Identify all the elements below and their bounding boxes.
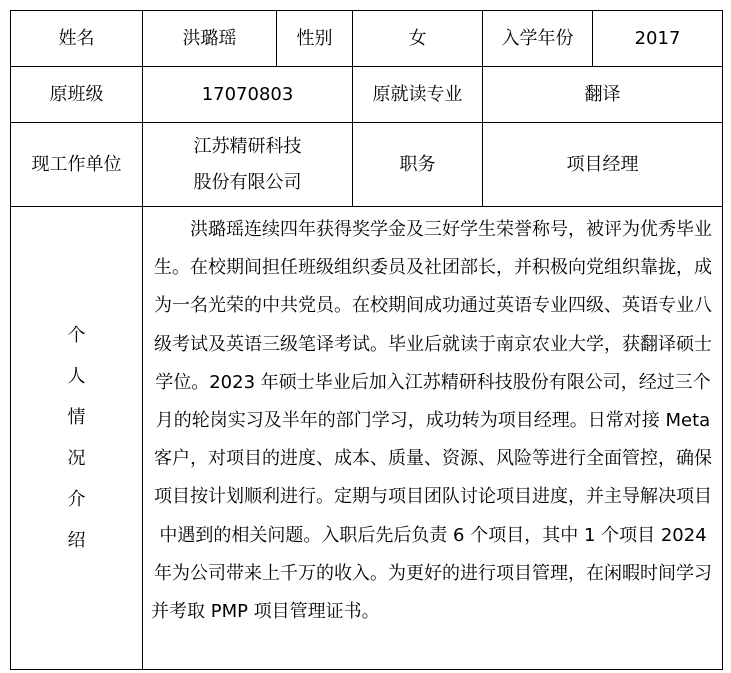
- name-label: 姓名: [11, 11, 143, 67]
- intro-label-char: 况: [67, 448, 86, 469]
- employer-line-2: 股份有限公司: [193, 171, 302, 193]
- major-value: 翻译: [483, 67, 723, 123]
- student-info-table: [10, 10, 723, 670]
- gender-value: 女: [353, 11, 483, 67]
- enroll-year-label: 入学年份: [483, 11, 593, 67]
- gender-label: 性别: [277, 11, 353, 67]
- employer-value: [143, 123, 353, 207]
- class-value: 17070803: [143, 67, 353, 123]
- intro-label-char: 个: [67, 325, 86, 346]
- enroll-year-value: 2017: [593, 11, 723, 67]
- intro-label-vertical: [11, 315, 142, 561]
- employer-label: 现工作单位: [11, 123, 143, 207]
- employer-line-1: 江苏精研科技: [193, 135, 302, 157]
- intro-label-char: 人: [67, 366, 86, 387]
- major-label: 原就读专业: [353, 67, 483, 123]
- table-row: [11, 67, 723, 123]
- intro-label: [11, 207, 143, 670]
- intro-label-char: 介: [67, 489, 86, 510]
- table-row: [11, 207, 723, 670]
- intro-text: 洪璐瑶连续四年获得奖学金及三好学生荣誉称号，被评为优秀毕业生。在校期间担任班级组织委员及社团部长，并积极向党组织靠拢，成为一名光荣的中共党员。在校期间成功通过英语专业四级、英语专业八级考试及英语三级笔译考试。毕业后就读于南京农业大学，获翻译硕士学位。2023 年硕士毕业后加入江苏精研科技股份有限公司，经过三个月的轮岗实习及半年的部门学习，成功转为项目经理。日常对接 Meta 客户，对项目的进度、成本、质量、资源、风险等进行全面管控，确保项目按计划顺利进行。定期与项目团队讨论项目进度，并主导解决项目中遇到的相关问题。入职后先后负责 6 个项目，其中 1 个项目 2024 年为公司带来上千万的收入。为更好的进行项目管理，在闲暇时间学习并考取 PMP 项目管理证书。: [143, 207, 723, 670]
- intro-label-char: 绍: [67, 530, 86, 551]
- position-label: 职务: [353, 123, 483, 207]
- class-label: 原班级: [11, 67, 143, 123]
- table-row: [11, 123, 723, 207]
- position-value: 项目经理: [483, 123, 723, 207]
- intro-label-char: 情: [67, 407, 86, 428]
- name-value: 洪璐瑶: [143, 11, 277, 67]
- table-row: [11, 11, 723, 67]
